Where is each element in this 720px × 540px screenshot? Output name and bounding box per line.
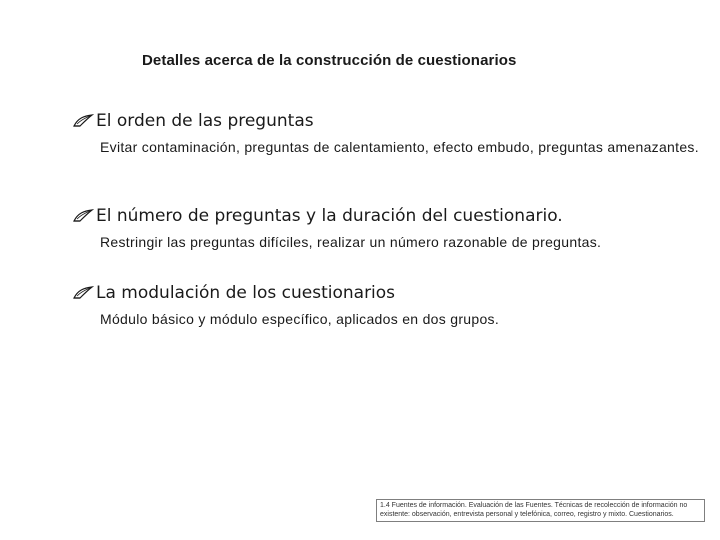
bullet-detail: Módulo básico y módulo específico, aplicados en dos grupos. [100, 311, 500, 327]
bullet-numero [72, 206, 563, 226]
footer-line-1: 1.4 Fuentes de información. Evaluación de las Fuentes. Técnicas de recolección de información no [380, 502, 688, 509]
footer-line-2: existente: observación, entrevista personal y telefónica, correo, registro y mixto. Cuestionarios. [380, 511, 674, 518]
bullet-heading: El número de preguntas y la duración del cuestionario. [96, 206, 563, 226]
pen-nib-icon [72, 112, 94, 130]
slide-title: Detalles acerca de la construcción de cuestionarios [142, 52, 517, 69]
pen-nib-icon [72, 284, 94, 302]
footer-topic-box [376, 499, 705, 522]
pen-nib-icon [72, 207, 94, 225]
bullet-modulacion [72, 283, 395, 303]
bullet-orden [72, 111, 314, 131]
bullet-heading: El orden de las preguntas [96, 111, 314, 131]
bullet-heading: La modulación de los cuestionarios [96, 283, 396, 303]
bullet-detail: Evitar contaminación, preguntas de calentamiento, efecto embudo, preguntas amenazantes. [100, 139, 699, 155]
bullet-detail: Restringir las preguntas difíciles, realizar un número razonable de preguntas. [100, 234, 602, 250]
